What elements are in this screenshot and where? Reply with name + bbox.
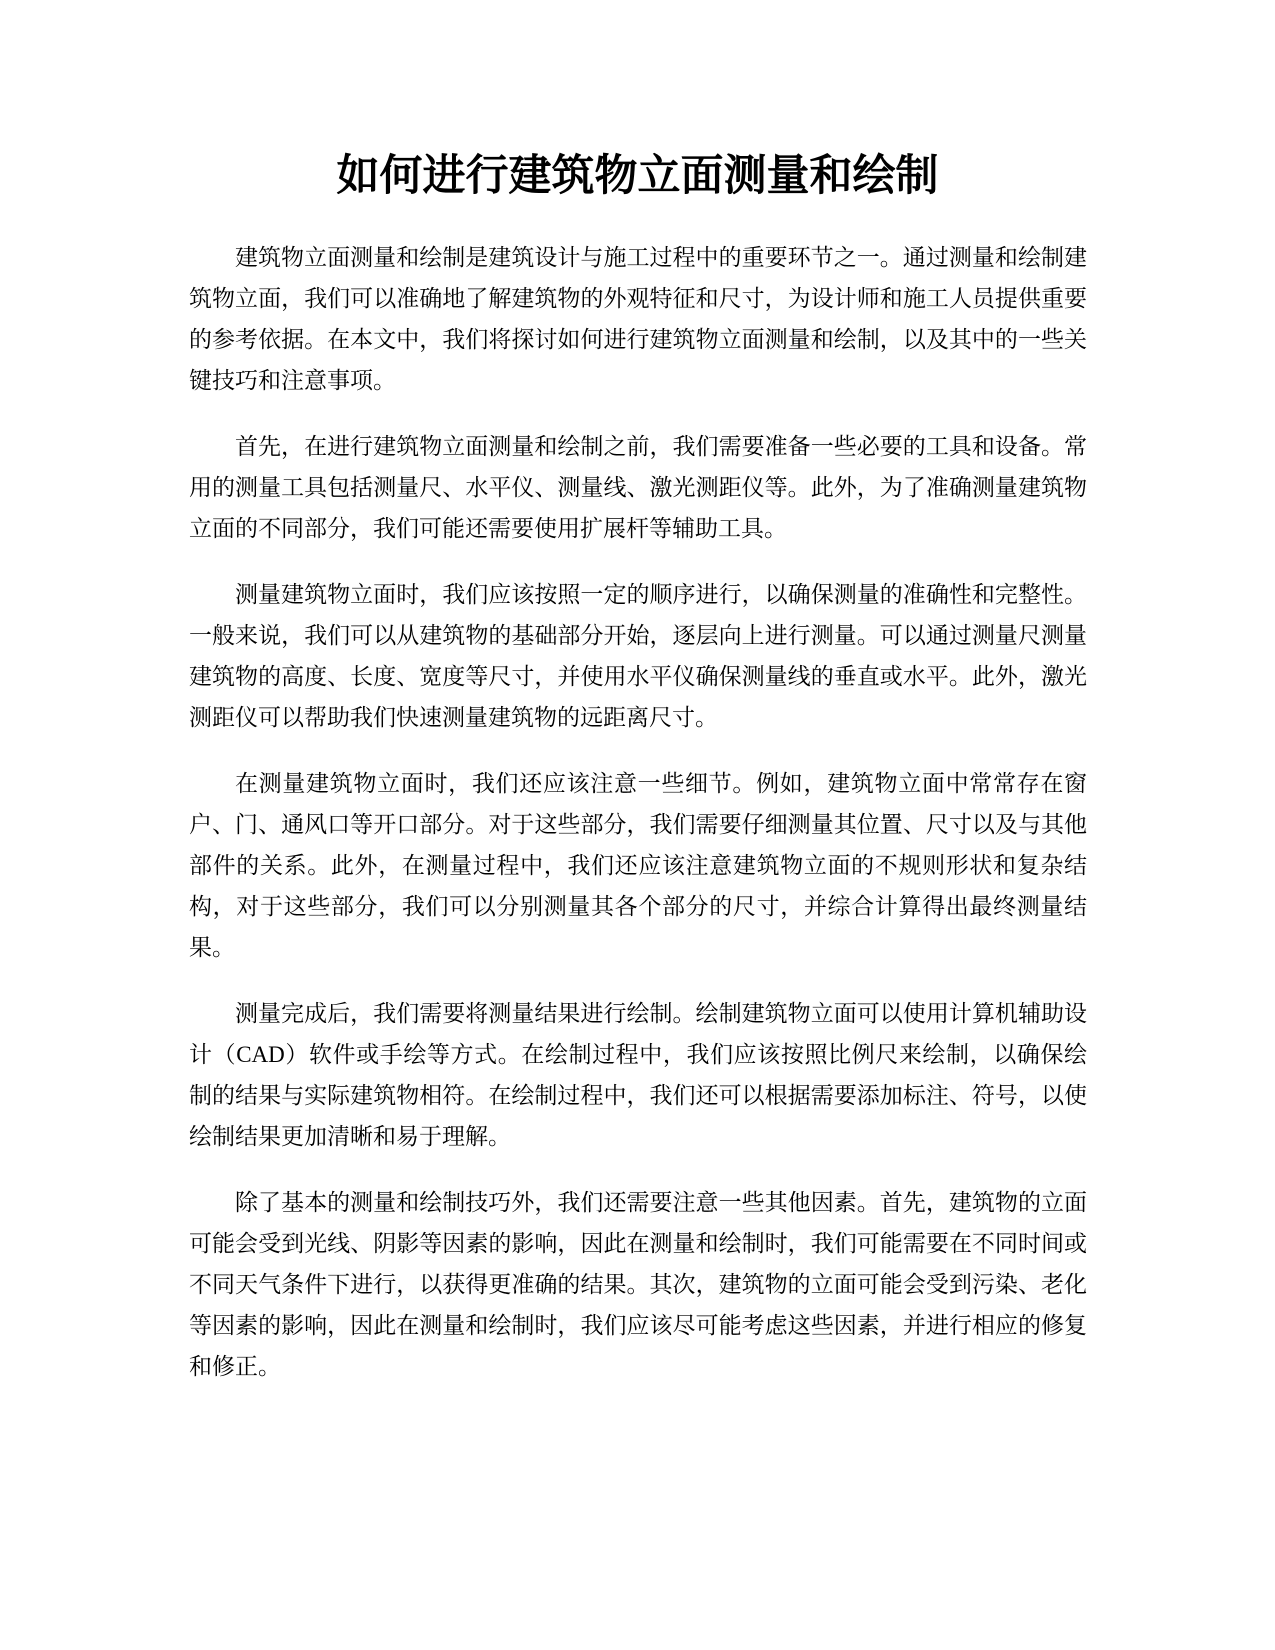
paragraph-4: 在测量建筑物立面时，我们还应该注意一些细节。例如，建筑物立面中常常存在窗户、门、通风口等开口部分。对于这些部分，我们需要仔细测量其位置、尺寸以及与其他部件的关系。此外，在测量过程中，我们还应该注意建筑物立面的不规则形状和复杂结构，对于这些部分，我们可以分别测量其各个部分的尺寸，并综合计算得出最终测量结果。 <box>189 771 1087 960</box>
paragraph-5: 测量完成后，我们需要将测量结果进行绘制。绘制建筑物立面可以使用计算机辅助设计（CAD）软件或手绘等方式。在绘制过程中，我们应该按照比例尺来绘制，以确保绘制的结果与实际建筑物相符。在绘制过程中，我们还可以根据需要添加标注、符号，以使绘制结果更加清晰和易于理解。 <box>189 1001 1087 1149</box>
document-body <box>189 237 1087 1412</box>
paragraph-2: 首先，在进行建筑物立面测量和绘制之前，我们需要准备一些必要的工具和设备。常用的测量工具包括测量尺、水平仪、测量线、激光测距仪等。此外，为了准确测量建筑物立面的不同部分，我们可能还需要使用扩展杆等辅助工具。 <box>189 434 1087 541</box>
paragraph-3: 测量建筑物立面时，我们应该按照一定的顺序进行，以确保测量的准确性和完整性。一般来说，我们可以从建筑物的基础部分开始，逐层向上进行测量。可以通过测量尺测量建筑物的高度、长度、宽度等尺寸，并使用水平仪确保测量线的垂直或水平。此外，激光测距仪可以帮助我们快速测量建筑物的远距离尺寸。 <box>189 582 1087 730</box>
page-title: 如何进行建筑物立面测量和绘制 <box>336 151 939 201</box>
paragraph-1: 建筑物立面测量和绘制是建筑设计与施工过程中的重要环节之一。通过测量和绘制建筑物立面，我们可以准确地了解建筑物的外观特征和尺寸，为设计师和施工人员提供重要的参考依据。在本文中，我们将探讨如何进行建筑物立面测量和绘制，以及其中的一些关键技巧和注意事项。 <box>189 245 1087 393</box>
paragraph-6: 除了基本的测量和绘制技巧外，我们还需要注意一些其他因素。首先，建筑物的立面可能会受到光线、阴影等因素的影响，因此在测量和绘制时，我们可能需要在不同时间或不同天气条件下进行，以获得更准确的结果。其次，建筑物的立面可能会受到污染、老化等因素的影响，因此在测量和绘制时，我们应该尽可能考虑这些因素，并进行相应的修复和修正。 <box>189 1190 1087 1379</box>
